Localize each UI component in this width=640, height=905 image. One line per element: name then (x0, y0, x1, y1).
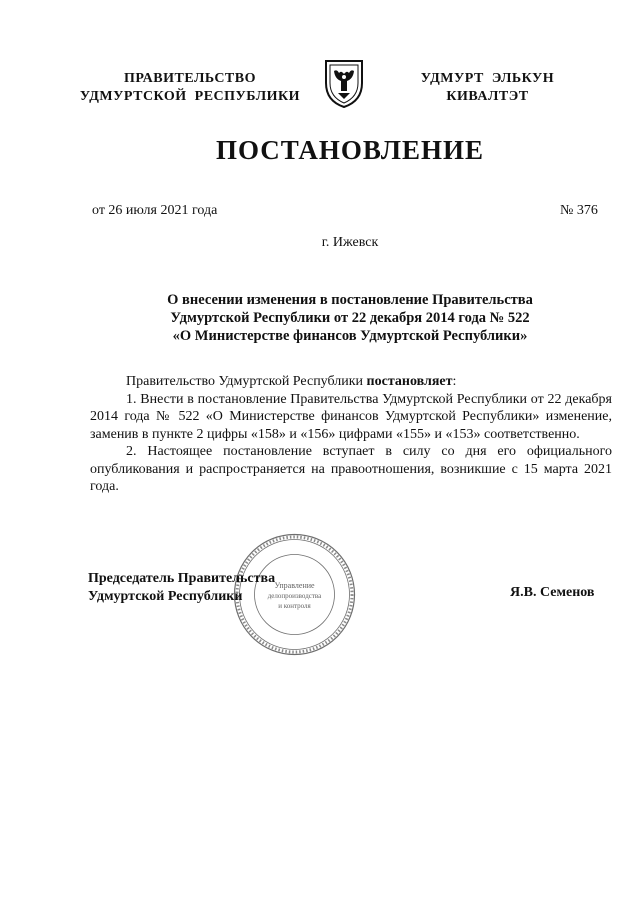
document-subject (90, 291, 610, 345)
header-left-line1: ПРАВИТЕЛЬСТВО (124, 71, 256, 86)
document-title: ПОСТАНОВЛЕНИЕ (215, 135, 485, 165)
document-city: г. Ижевск (321, 235, 379, 250)
stamp-line3: и контроля (278, 602, 311, 610)
signature-position-line1: Председатель Правительства (88, 571, 276, 586)
body-intro-end: : (452, 374, 457, 389)
signature-name: Я.В. Семенов (510, 585, 595, 600)
header-left-line2: УДМУРТСКОЙ РЕСПУБЛИКИ (79, 89, 301, 104)
document-number: № 376 (560, 203, 598, 218)
body-intro-bold: постановляет (366, 374, 453, 389)
signature-position-line2: Удмуртской Республики (88, 589, 243, 604)
subject-line3: «О Министерстве финансов Удмуртской Республики» (172, 328, 528, 344)
header-right-block (400, 70, 575, 106)
document-date: от 26 июля 2021 года (92, 203, 218, 218)
subject-line2: Удмуртской Республики от 22 декабря 2014 года № 522 (170, 310, 530, 326)
body-intro-text: Правительство Удмуртской Республики (126, 374, 367, 389)
body-item-2: 2. Настоящее постановление вступает в силу со дня его официального опубликования и распространяется на правоотношения, возникшие с 15 марта 2021 года. (90, 444, 612, 494)
body-intro (90, 373, 612, 391)
document-body (90, 373, 612, 496)
signature-position (88, 570, 275, 606)
header-left-block (70, 70, 310, 106)
header-right-line2: КИВАЛТЭТ (446, 89, 529, 104)
coat-of-arms-icon (323, 57, 365, 109)
subject-line1: О внесении изменения в постановление Правительства (167, 292, 533, 308)
header-right-line1: УДМУРТ ЭЛЬКУН (420, 71, 555, 86)
stamp-line2: делопроизводства (267, 592, 322, 600)
stamp-line1: Управление (274, 581, 315, 590)
body-item-1: 1. Внести в постановление Правительства Удмуртской Республики от 22 декабря 2014 года № 522 «О Министерстве финансов Удмуртской Республики» изменение, заменив в пункте 2 цифры «158» и «156» цифрами «155» и «153» соответственно. (90, 391, 612, 442)
